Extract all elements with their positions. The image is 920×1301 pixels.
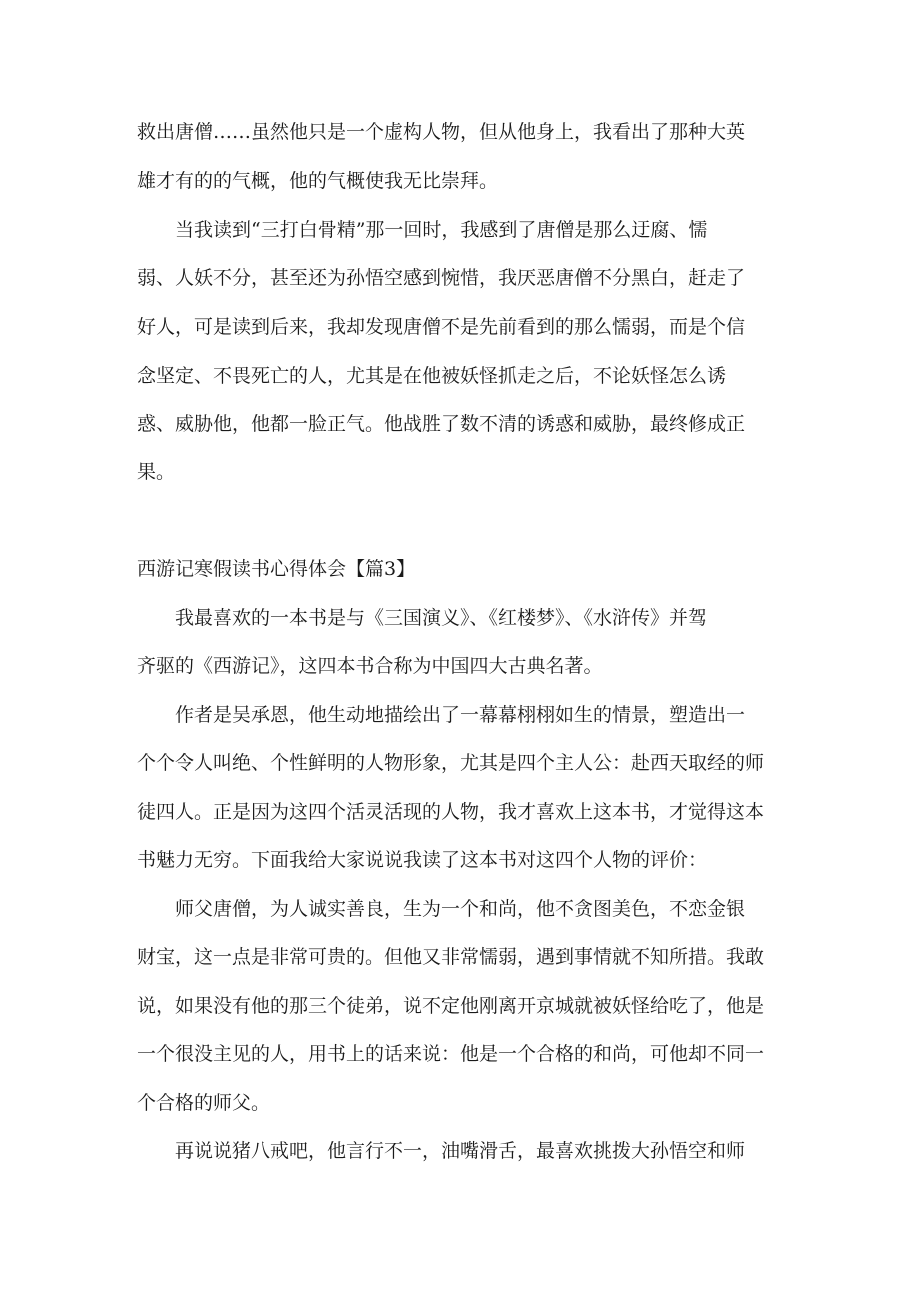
paragraph-first-line: 再说说猪八戒吧，他言行不一，油嘴滑舌，最喜欢挑拨大孙悟空和师 bbox=[175, 1140, 746, 1162]
text-line: 个个令人叫绝、个性鲜明的人物形象，尤其是四个主人公：赴西天取经的师 bbox=[137, 752, 765, 774]
text-line: 一个很没主见的人，用书上的话来说：他是一个合格的和尚，可他却不同一 bbox=[137, 1043, 765, 1065]
text-line: 个合格的师父。 bbox=[137, 1092, 271, 1114]
section-heading: 西游记寒假读书心得体会【篇3】 bbox=[137, 558, 416, 580]
text-line: 念坚定、不畏死亡的人，尤其是在他被妖怪抓走之后，不论妖怪怎么诱 bbox=[137, 365, 727, 387]
paragraph-first-line: 我最喜欢的一本书是与《三国演义》、《红楼梦》、《水浒传》并驾 bbox=[175, 607, 708, 629]
text-line: 财宝，这一点是非常可贵的。但他又非常懦弱，遇到事情就不知所措。我敢 bbox=[137, 946, 765, 968]
text-line: 果。 bbox=[137, 461, 176, 483]
paragraph-first-line: 师父唐僧，为人诚实善良，生为一个和尚，他不贪图美色，不恋金银 bbox=[175, 898, 746, 920]
paragraph-first-line: 作者是吴承恩，他生动地描绘出了一幕幕栩栩如生的情景，塑造出一 bbox=[175, 704, 746, 726]
text-line: 书魅力无穷。下面我给大家说说我读了这本书对这四个人物的评价： bbox=[137, 849, 708, 871]
text-line: 弱、人妖不分，甚至还为孙悟空感到惋惜，我厌恶唐僧不分黑白，赶走了 bbox=[137, 267, 746, 289]
text-line: 救出唐僧……虽然他只是一个虚构人物，但从他身上，我看出了那种大英 bbox=[137, 121, 746, 143]
text-line: 齐驱的《西游记》，这四本书合称为中国四大古典名著。 bbox=[137, 655, 603, 677]
paragraph-first-line: 当我读到“三打白骨精”那一回时，我感到了唐僧是那么迂腐、懦 bbox=[175, 219, 708, 241]
text-line: 惑、威胁他，他都一脸正气。他战胜了数不清的诱惑和威胁，最终修成正 bbox=[137, 413, 746, 435]
text-line: 雄才有的的气概，他的气概使我无比崇拜。 bbox=[137, 170, 499, 192]
text-line: 徒四人。正是因为这四个活灵活现的人物，我才喜欢上这本书，才觉得这本 bbox=[137, 801, 765, 823]
text-line: 好人，可是读到后来，我却发现唐僧不是先前看到的那么懦弱，而是个信 bbox=[137, 316, 746, 338]
text-line: 说，如果没有他的那三个徒弟，说不定他刚离开京城就被妖怪给吃了，他是 bbox=[137, 995, 765, 1017]
